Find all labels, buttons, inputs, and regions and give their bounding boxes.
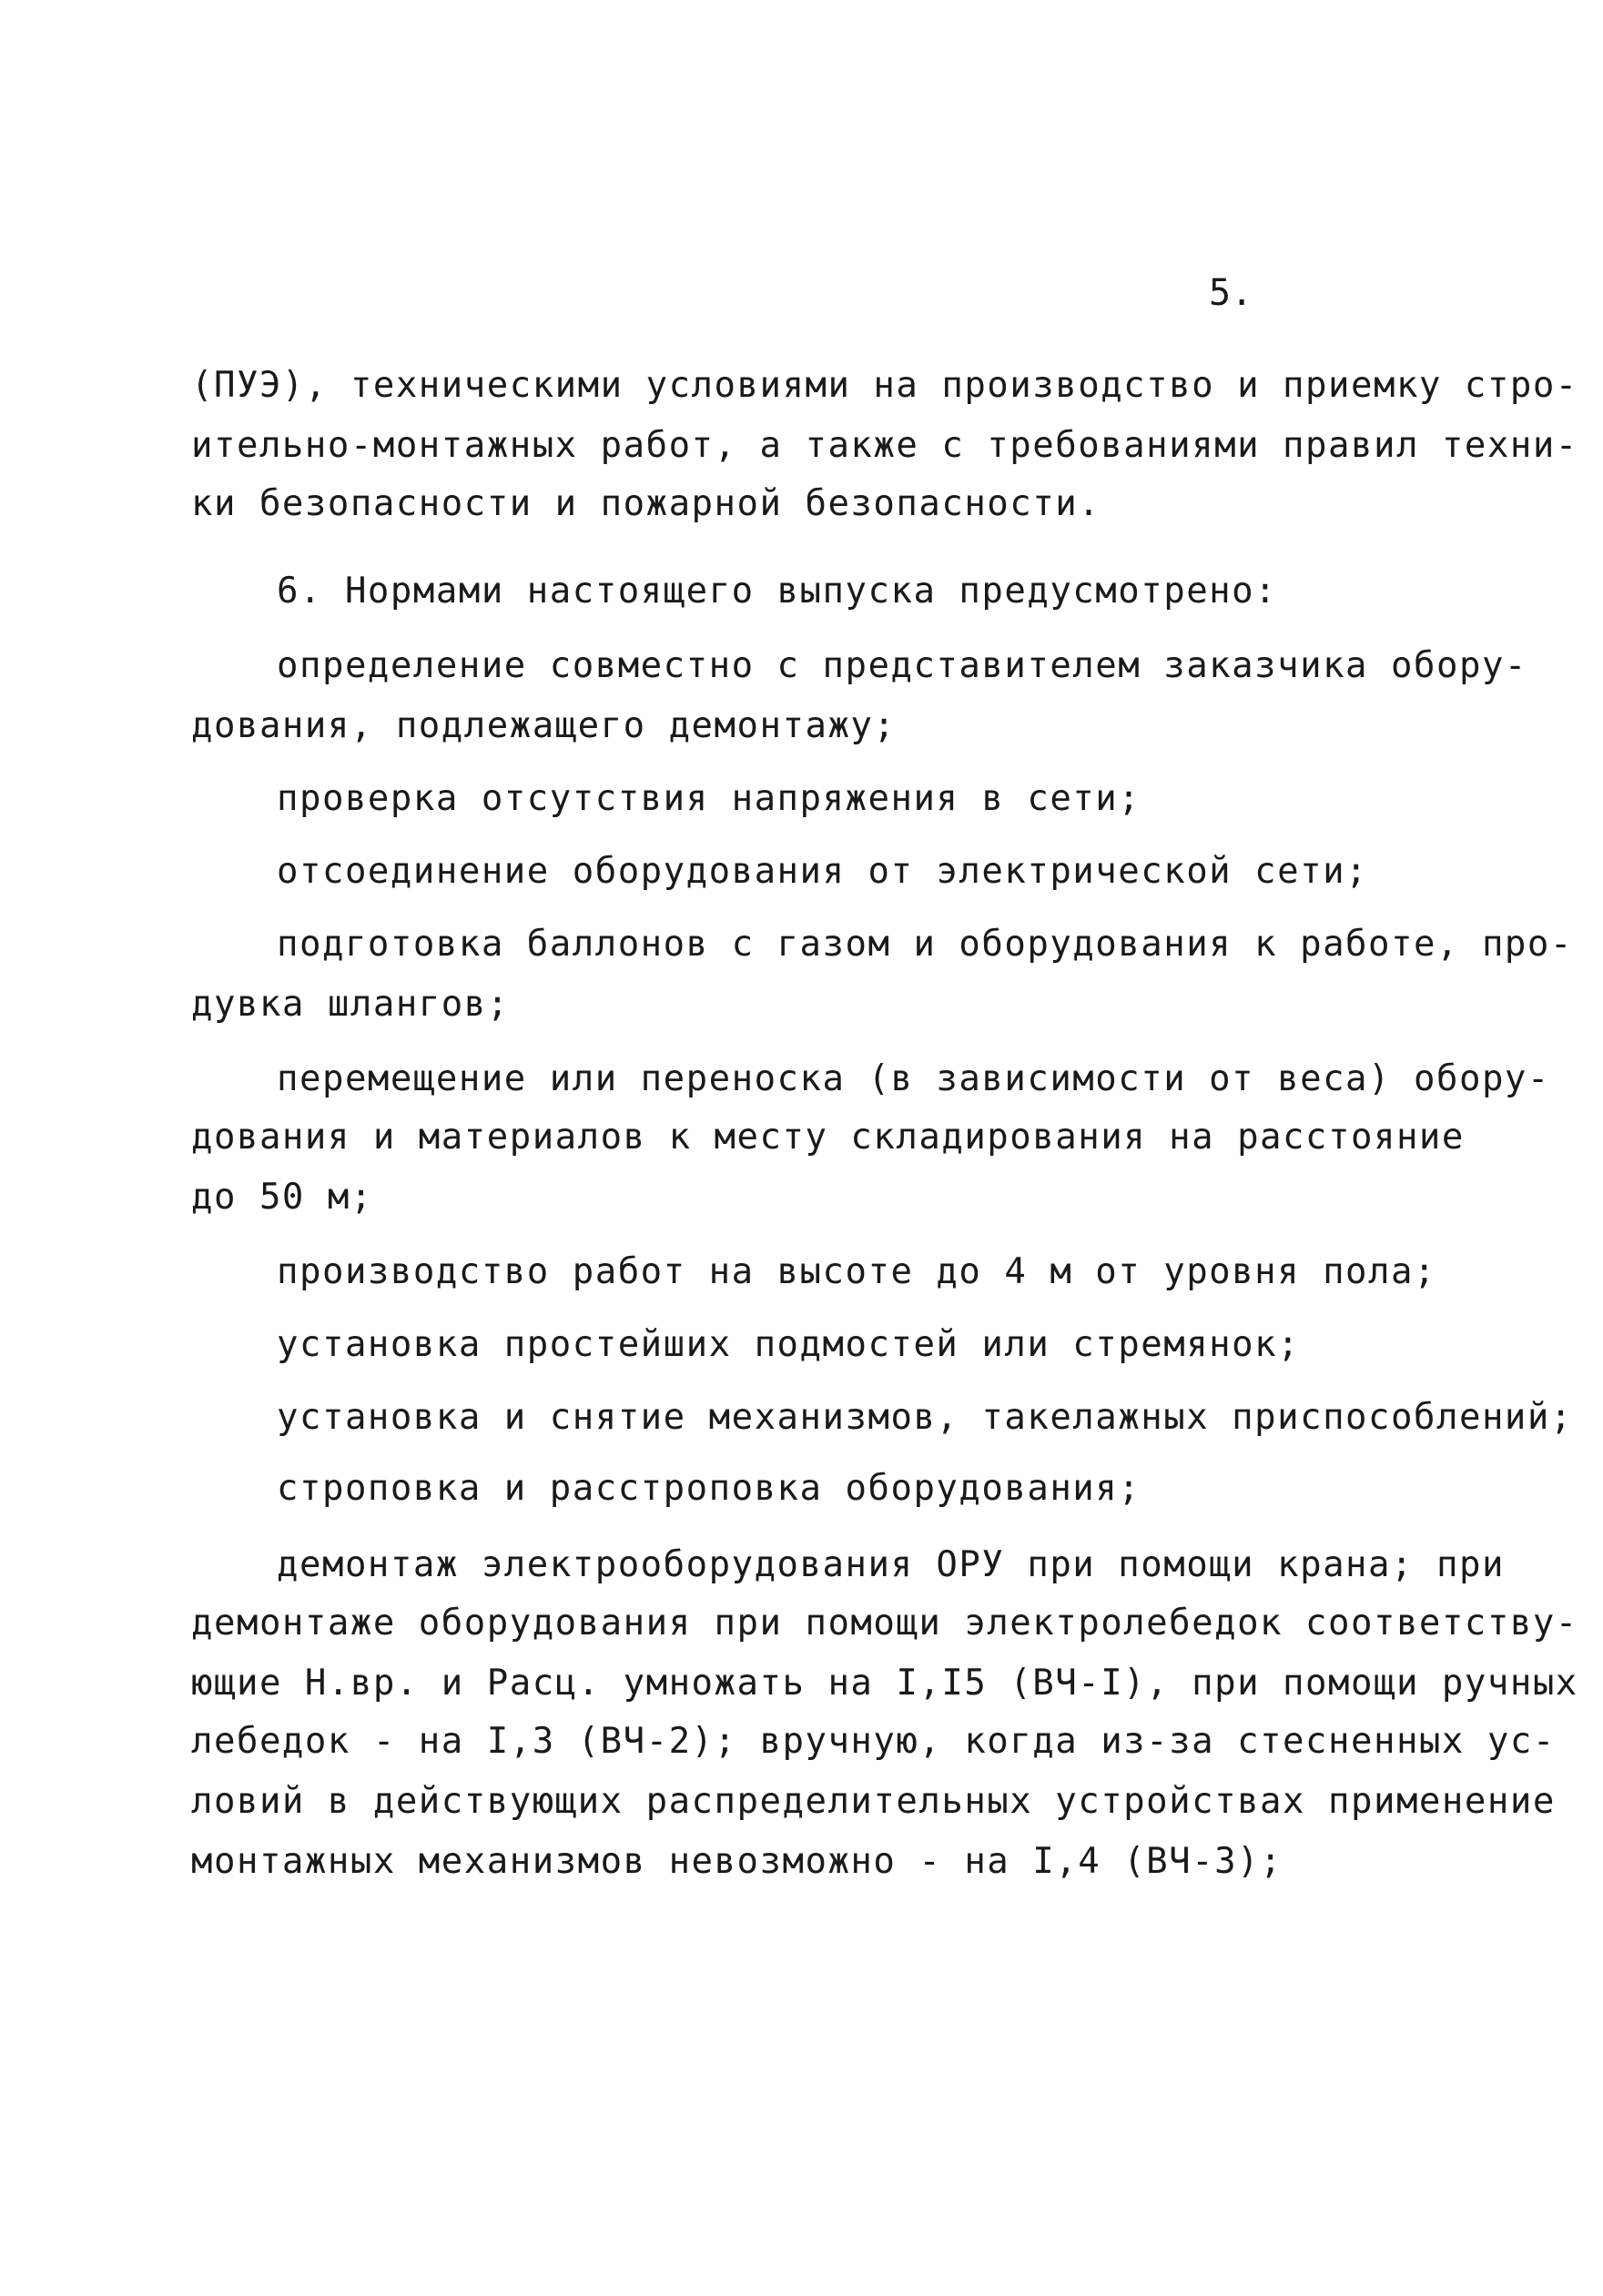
text-line: до 50 м;	[191, 1177, 373, 1218]
text-line: проверка отсутствия напряжения в сети;	[277, 778, 1141, 819]
text-line: отсоединение оборудования от электрической сети;	[277, 851, 1369, 892]
text-line: дования, подлежащего демонтажу;	[191, 705, 897, 746]
text-line: определение совместно с представителем заказчика обору-	[277, 645, 1527, 686]
text-line: производство работ на высоте до 4 м от уровня пола;	[277, 1251, 1436, 1292]
text-line: (ПУЭ), техническими условиями на производство и приемку стро-	[191, 365, 1578, 406]
text-line: ющие Н.вр. и Расц. умножать на I,I5 (ВЧ-I), при помощи ручных	[191, 1663, 1578, 1704]
text-line: демонтаже оборудования при помощи электролебедок соответству-	[191, 1603, 1578, 1644]
text-line: ловий в действующих распределительных устройствах применение	[191, 1781, 1556, 1822]
text-line: установка простейших подмостей или стремянок;	[277, 1324, 1301, 1365]
text-line: монтажных механизмов невозможно - на I,4 (ВЧ-3);	[191, 1841, 1283, 1882]
text-line: лебедок - на I,3 (ВЧ-2); вручную, когда из-за стесненных ус-	[191, 1721, 1556, 1762]
text-line: строповка и расстроповка оборудования;	[277, 1468, 1141, 1509]
text-line: дувка шлангов;	[191, 984, 510, 1025]
text-line: подготовка баллонов с газом и оборудования к работе, про-	[277, 924, 1573, 965]
text-line: ки безопасности и пожарной безопасности.	[191, 483, 1101, 524]
text-line: перемещение или переноска (в зависимости от веса) обору-	[277, 1058, 1550, 1099]
text-line: демонтаж электрооборудования ОРУ при помощи крана; при	[277, 1544, 1505, 1585]
text-line: дования и материалов к месту складирования на расстояние	[191, 1117, 1465, 1158]
text-line: установка и снятие механизмов, такелажных приспособлений;	[277, 1397, 1573, 1438]
text-line: ительно-монтажных работ, а также с требованиями правил техни-	[191, 425, 1578, 466]
paragraph-heading: 6. Нормами настоящего выпуска предусмотрено:	[277, 571, 1278, 612]
page-number: 5.	[1209, 272, 1253, 314]
